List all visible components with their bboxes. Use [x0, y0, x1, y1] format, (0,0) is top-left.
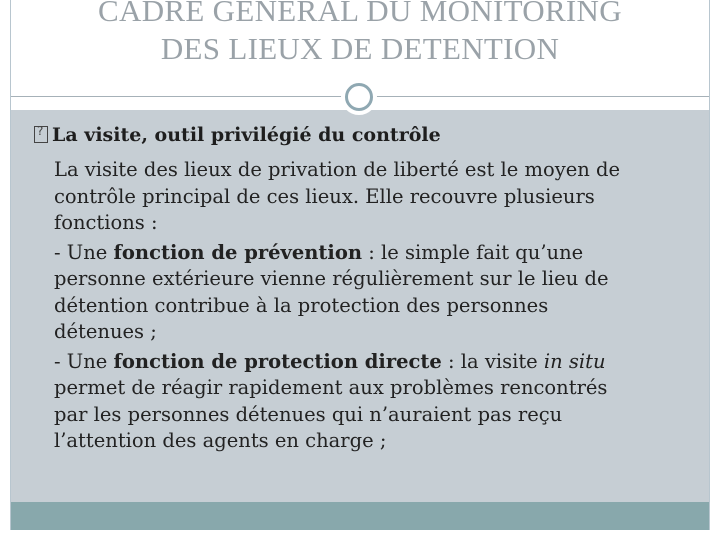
item-prevention-bold: fonction de prévention [113, 240, 363, 264]
item-protection-italic: in situ [543, 349, 606, 373]
item-protection-bold: fonction de protection directe [113, 349, 442, 373]
item-protection-line-2: permet de réagir rapidement aux problèmes rencontrés [54, 376, 608, 399]
slide-title [11, 0, 709, 68]
item-protection-line-3: par les personnes détenues qui n’auraient pas reçu [54, 402, 563, 426]
item-protection-prefix: - Une [54, 349, 114, 373]
item-prevention-line-1 [54, 240, 704, 267]
item-prevention-line-2: personne extérieure vienne régulièrement sur le lieu de [54, 267, 609, 290]
intro-line-1: La visite des lieux de privation de liberté est le moyen de [54, 158, 621, 181]
item-prevention-line-3: détention contribue à la protection des personnes [54, 293, 549, 317]
item-prevention-prefix: - Une [54, 240, 114, 264]
intro-line-3: fonctions : [54, 211, 158, 234]
bullet-heading [34, 124, 441, 146]
item-prevention-rest: : le simple fait qu’une [362, 240, 584, 264]
item-protection-line-1 [54, 349, 704, 376]
slide-title-line-2: DES LIEUX DE DETENTION [160, 31, 560, 66]
bullet-heading-text: La visite, outil privilégié du contrôle [52, 124, 441, 146]
footer-bar [11, 502, 709, 530]
slide-title-line-1: CADRE GENERAL DU MONITORING [98, 0, 622, 28]
intro-line-2: contrôle principal de ces lieux. Elle recouvre plusieurs [54, 184, 595, 208]
circle-ornament-icon [341, 79, 377, 115]
missing-glyph-bullet-icon [34, 126, 48, 143]
item-protection-middle: : la visite [441, 349, 544, 373]
item-protection-line-4: l’attention des agents en charge ; [54, 429, 387, 452]
body-text [54, 157, 704, 455]
ring-icon [345, 83, 373, 111]
item-prevention-line-4: détenues ; [54, 320, 157, 343]
